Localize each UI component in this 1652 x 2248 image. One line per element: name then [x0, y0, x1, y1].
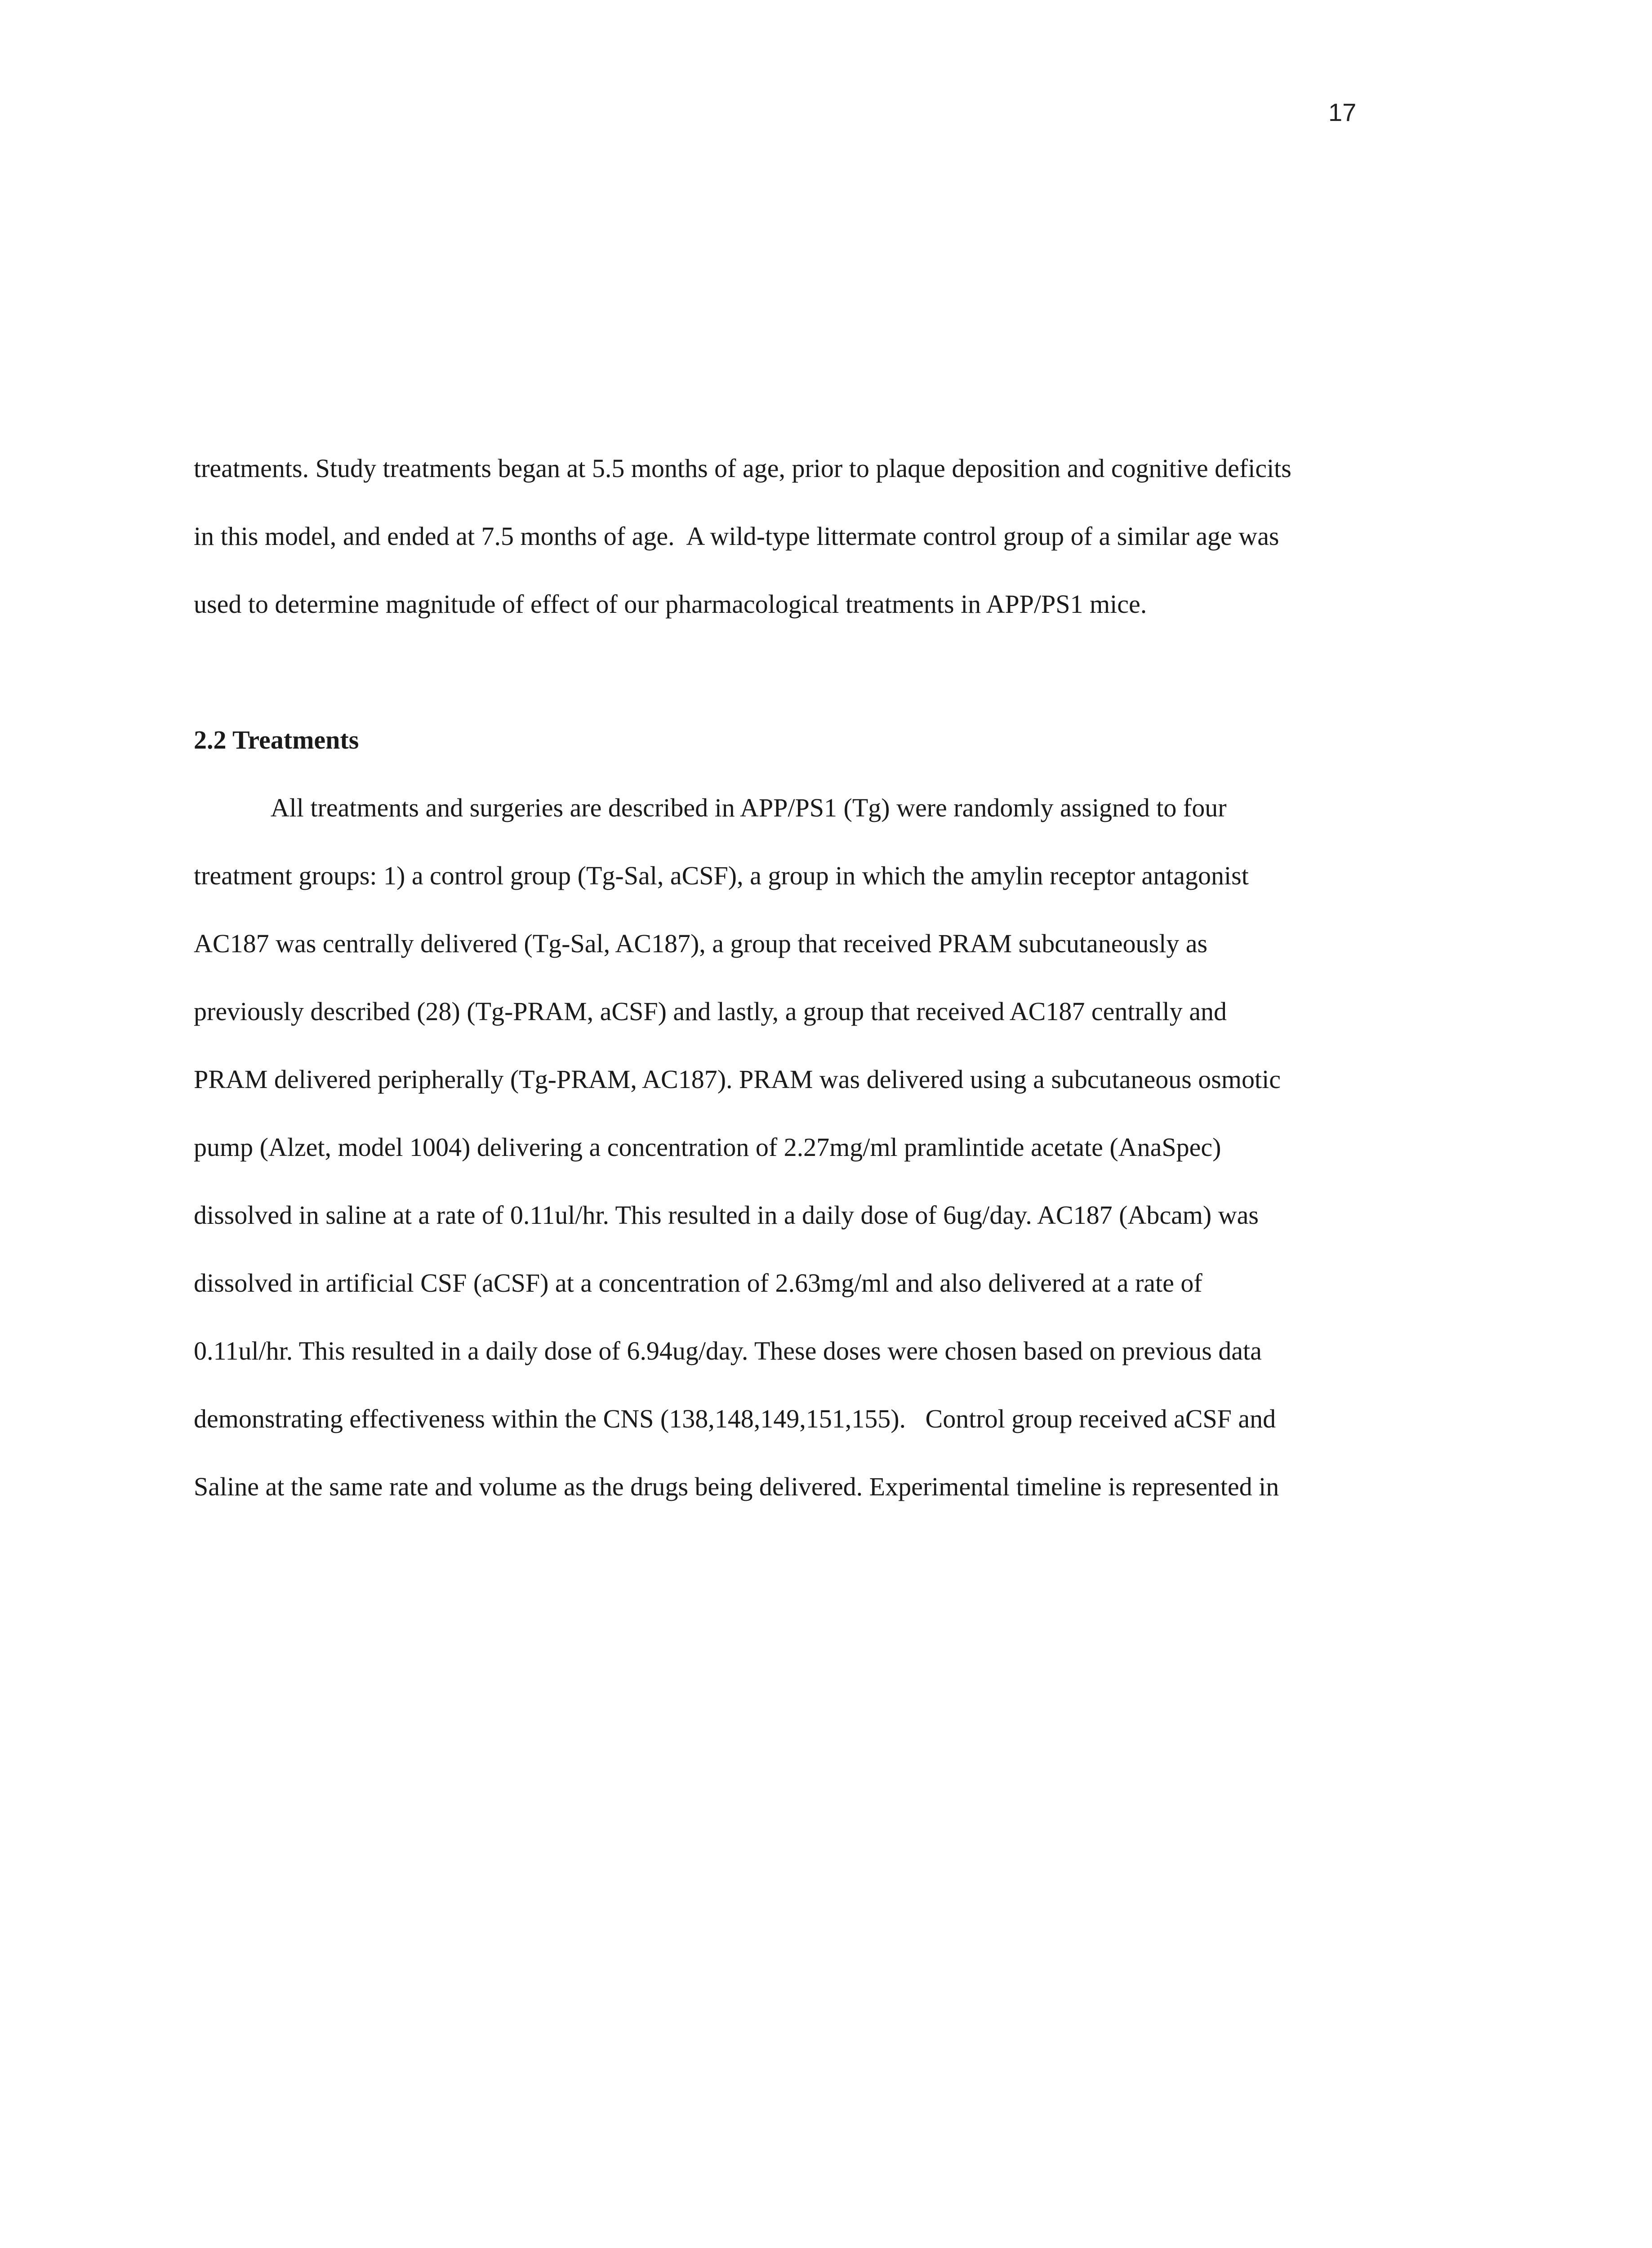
- text-line: in this model, and ended at 7.5 months of age. A wild-type littermate control group of a similar age was: [194, 522, 1279, 551]
- text-line: used to determine magnitude of effect of our pharmacological treatments in APP/PS1 mice.: [194, 589, 1147, 619]
- text-line: All treatments and surgeries are described in APP/PS1 (Tg) were randomly assigned to four: [194, 793, 1227, 822]
- text-line: demonstrating effectiveness within the CNS (138,148,149,151,155). Control group received aCSF and: [194, 1404, 1276, 1433]
- text-line: previously described (28) (Tg-PRAM, aCSF) and lastly, a group that received AC187 centrally and: [194, 997, 1227, 1026]
- text-line: treatments. Study treatments began at 5.5 months of age, prior to plaque deposition and cognitive deficits: [194, 454, 1291, 483]
- text-line: 0.11ul/hr. This resulted in a daily dose of 6.94ug/day. These doses were chosen based on previous data: [194, 1336, 1262, 1365]
- text-line: PRAM delivered peripherally (Tg-PRAM, AC187). PRAM was delivered using a subcutaneous osmotic: [194, 1065, 1281, 1094]
- text-line: treatment groups: 1) a control group (Tg-Sal, aCSF), a group in which the amylin receptor antagonist: [194, 861, 1249, 890]
- text-line: dissolved in artificial CSF (aCSF) at a concentration of 2.63mg/ml and also delivered at a rate of: [194, 1268, 1202, 1298]
- section-heading: 2.2 Treatments: [194, 725, 359, 754]
- text-line: Saline at the same rate and volume as the drugs being delivered. Experimental timeline is represented in: [194, 1472, 1279, 1501]
- text-line: dissolved in saline at a rate of 0.11ul/hr. This resulted in a daily dose of 6ug/day. AC187 (Abcam) was: [194, 1200, 1259, 1230]
- text-line: AC187 was centrally delivered (Tg-Sal, AC187), a group that received PRAM subcutaneously as: [194, 929, 1208, 958]
- page-number: 17: [1328, 98, 1357, 126]
- text-line: pump (Alzet, model 1004) delivering a concentration of 2.27mg/ml pramlintide acetate (AnaSpec): [194, 1133, 1221, 1162]
